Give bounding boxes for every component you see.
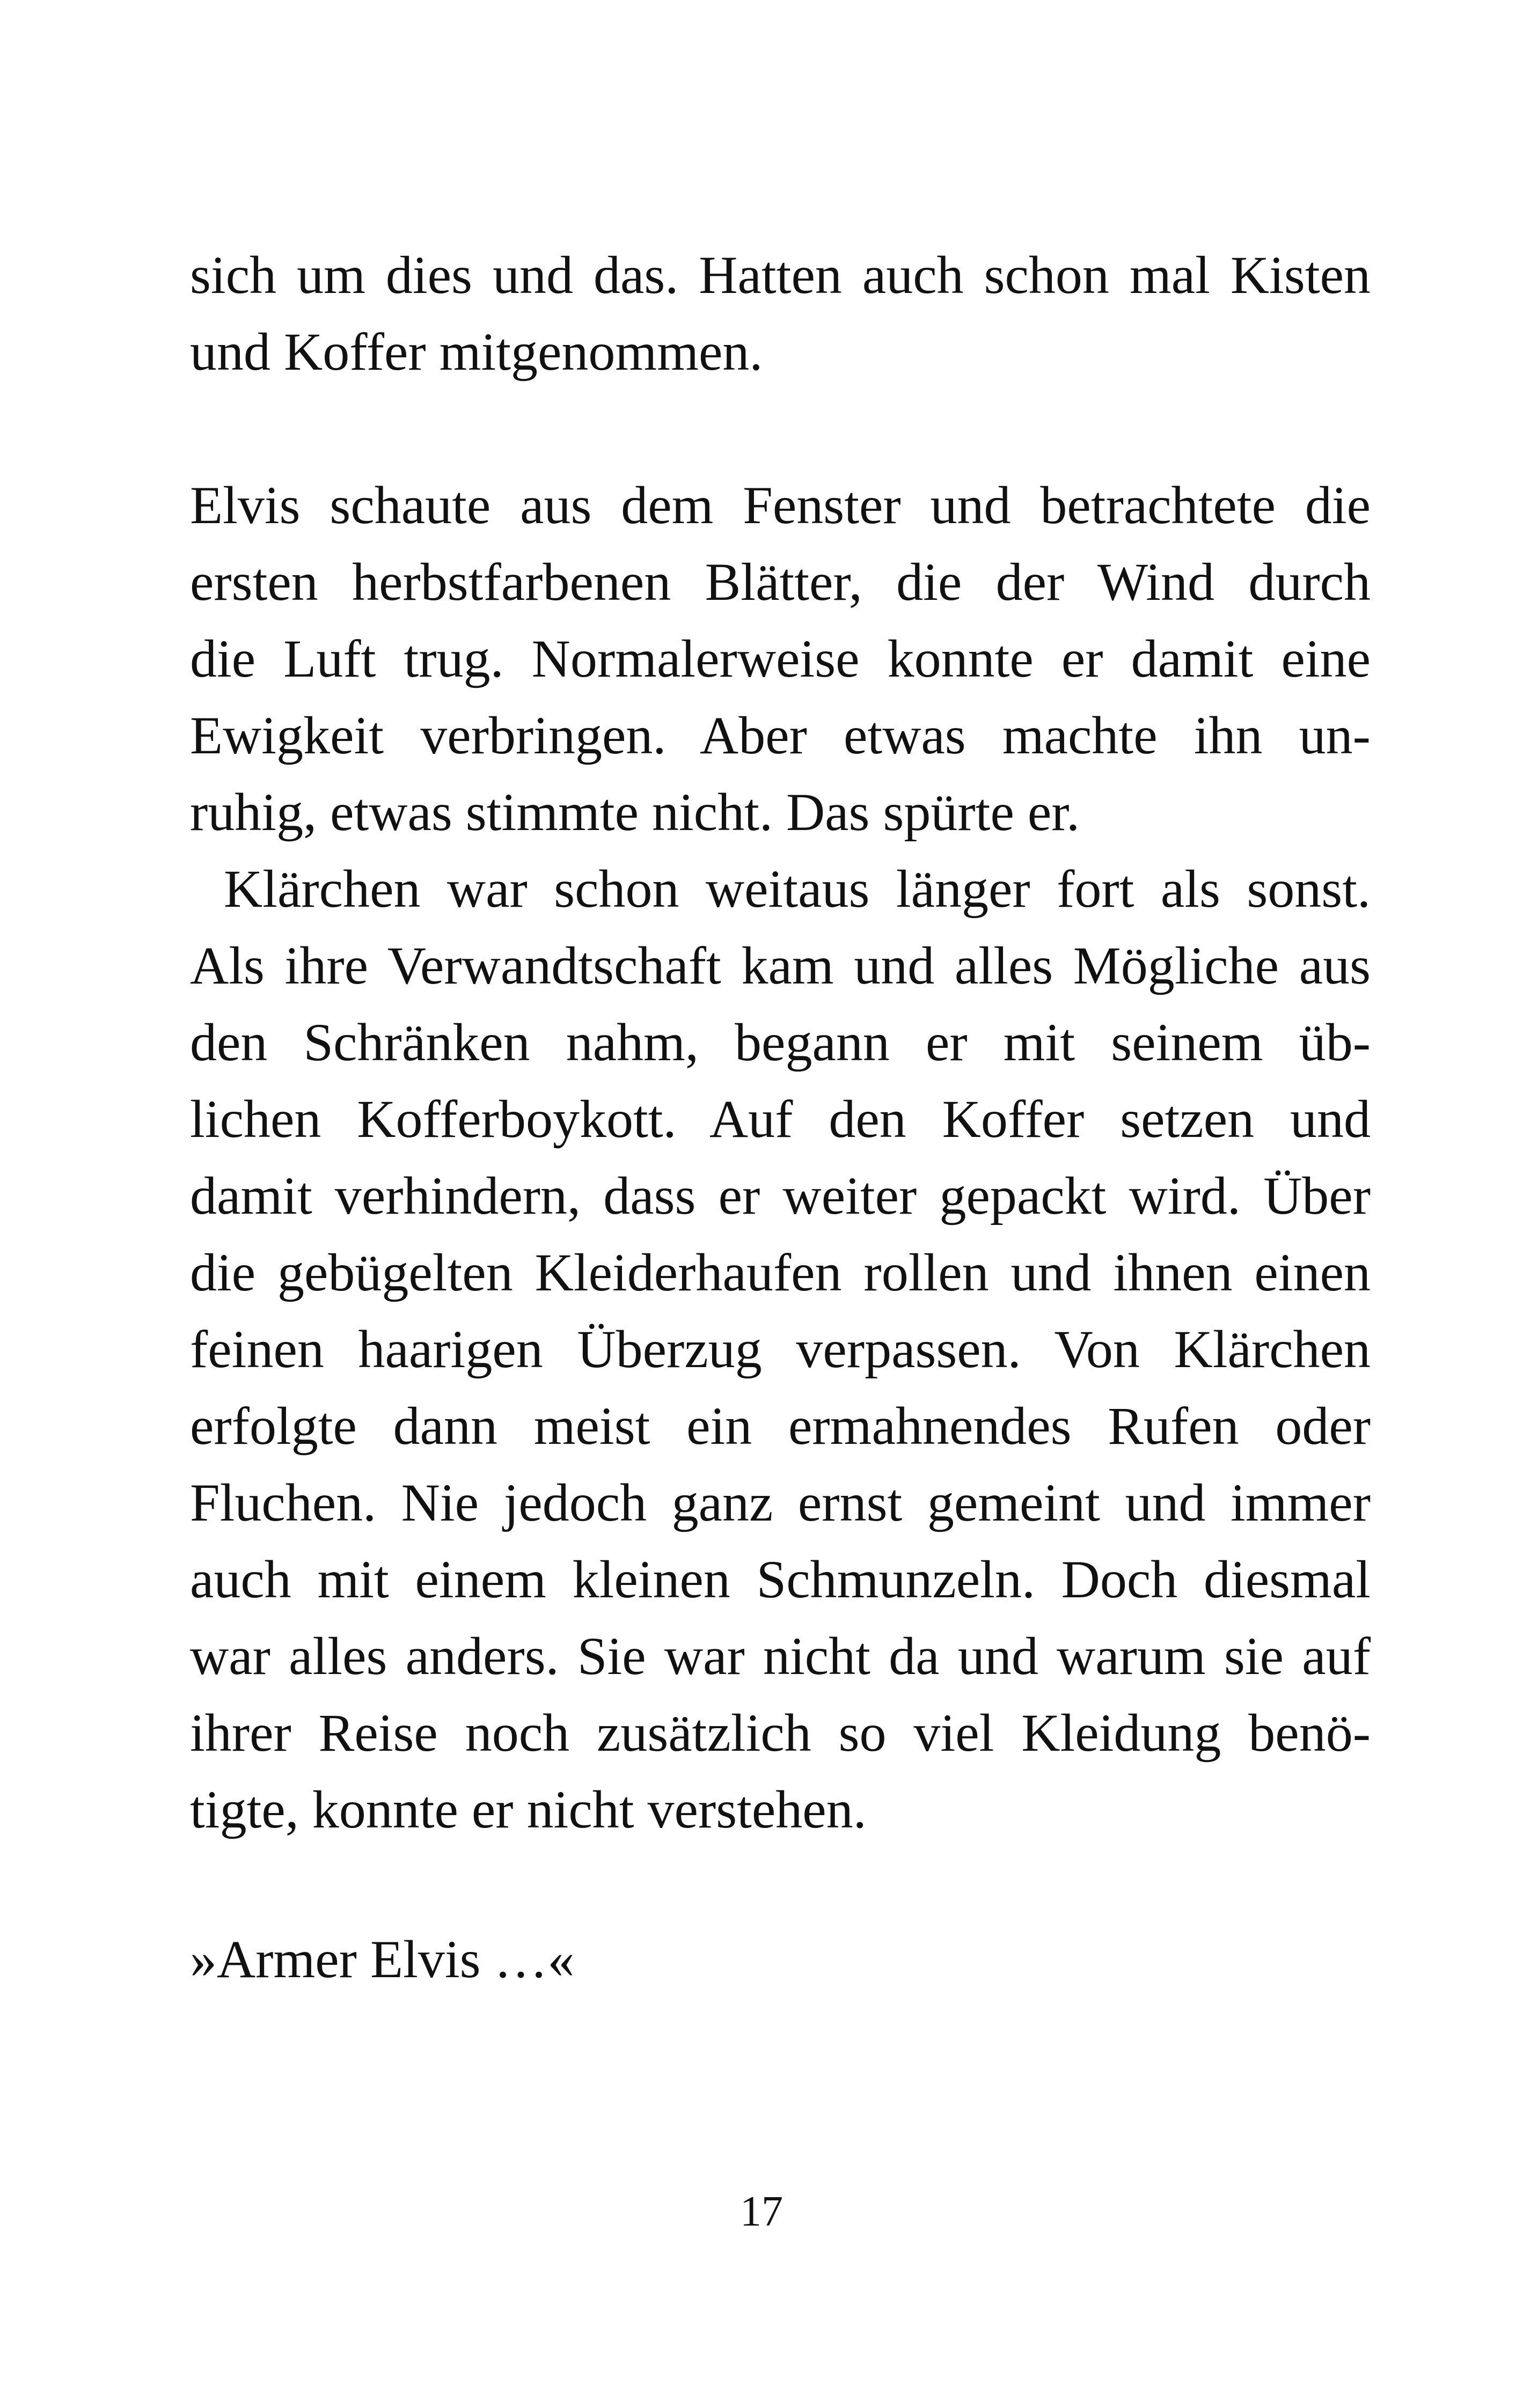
text-line: lichen Kofferboykott. Auf den Koffer setzen und [190,1089,1371,1149]
text-line: Fluchen. Nie jedoch ganz ernst gemeint und immer [190,1473,1371,1532]
body-text [190,467,1371,1848]
text-line: und Koffer mitgenommen. [190,322,763,381]
text-line: Elvis schaute aus dem Fenster und betrachtete die [190,475,1371,535]
text-line: tigte, konnte er nicht verstehen. [190,1780,867,1839]
text-line: damit verhindern, dass er weiter gepackt wird. Über [190,1166,1371,1225]
text-line: sich um dies und das. Hatten auch schon mal Kisten [190,245,1371,305]
text-line: Klärchen war schon weitaus länger fort als sonst. [224,859,1371,919]
text-line: die Luft trug. Normalerweise konnte er damit eine [190,629,1371,688]
text-line: feinen haarigen Überzug verpassen. Von Klärchen [190,1319,1371,1379]
text-line: den Schränken nahm, begann er mit seinem üb- [190,1012,1371,1072]
paragraph [190,467,1371,850]
paragraph-continuation [190,237,1371,390]
text-line: »Armer Elvis …« [190,1929,575,1989]
dialogue-line [190,1921,1371,1998]
text-line: auch mit einem kleinen Schmunzeln. Doch diesmal [190,1550,1371,1609]
page-number: 17 [740,2188,783,2235]
paragraph [190,237,1371,390]
text-line: erfolgte dann meist ein ermahnendes Rufen oder [190,1396,1371,1456]
paragraph [190,850,1371,1848]
text-line: war alles anders. Sie war nicht da und warum sie auf [190,1626,1371,1686]
text-line: Ewigkeit verbringen. Aber etwas machte ihn un- [190,706,1371,765]
paragraph [190,1921,1371,1998]
text-line: die gebügelten Kleiderhaufen rollen und ihnen einen [190,1243,1371,1302]
text-line: ihrer Reise noch zusätzlich so viel Kleidung benö- [190,1703,1371,1763]
text-line: ruhig, etwas stimmte nicht. Das spürte er. [190,782,1080,842]
text-line: Als ihre Verwandtschaft kam und alles Mögliche aus [190,936,1371,995]
text-line: ersten herbstfarbenen Blätter, die der Wind durch [190,552,1371,612]
